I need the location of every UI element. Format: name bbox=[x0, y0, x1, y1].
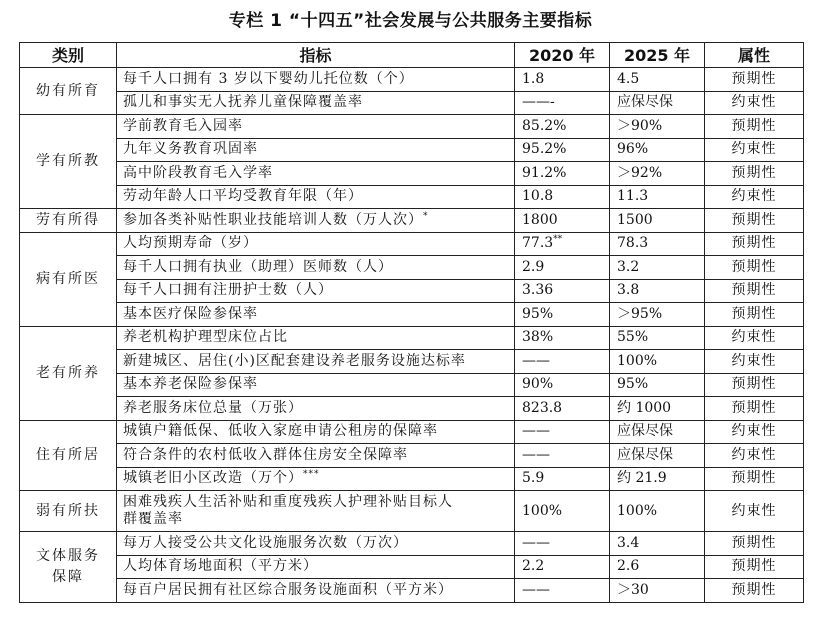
value-2025-cell: 4.5 bbox=[610, 68, 705, 92]
attribute-cell: 预期性 bbox=[705, 303, 804, 327]
value-2020-cell: 3.36 bbox=[515, 279, 610, 303]
indicator-cell: 新建城区、居住(小)区配套建设养老服务设施达标率 bbox=[117, 350, 515, 374]
attribute-cell: 约束性 bbox=[705, 91, 804, 115]
value-2025-cell: 95% bbox=[610, 373, 705, 397]
value-2025-cell: ＞30 bbox=[610, 579, 705, 603]
header-2020: 2020 年 bbox=[515, 43, 610, 68]
value-2020-cell: 1.8 bbox=[515, 68, 610, 92]
value-2025-cell: 96% bbox=[610, 138, 705, 162]
page-title: 专栏 1 “十四五”社会发展与公共服务主要指标 bbox=[228, 11, 593, 31]
header-attribute: 属性 bbox=[705, 43, 804, 68]
category-cell: 学有所教 bbox=[20, 115, 117, 209]
table-row bbox=[20, 279, 804, 303]
value-2025-cell: 1500 bbox=[610, 209, 705, 233]
value-2020-cell: 823.8 bbox=[515, 397, 610, 421]
value-2025-cell: 应保尽保 bbox=[610, 420, 705, 444]
table-row bbox=[20, 420, 804, 444]
indicator-text: 参加各类补贴性职业技能培训人数（万人次） bbox=[123, 211, 423, 228]
indicator-cell: 每百户居民拥有社区综合服务设施面积（平方米） bbox=[117, 579, 515, 603]
attribute-cell: 预期性 bbox=[705, 579, 804, 603]
footnote-mark: * bbox=[423, 211, 429, 222]
attribute-cell: 预期性 bbox=[705, 232, 804, 256]
attribute-cell: 预期性 bbox=[705, 209, 804, 233]
category-cell: 幼有所育 bbox=[20, 68, 117, 115]
value-2025-cell: 100% bbox=[610, 491, 705, 532]
indicator-cell: 每万人接受公共文化设施服务次数（万次） bbox=[117, 532, 515, 556]
indicator-text: 城镇老旧小区改造（万个） bbox=[123, 470, 303, 487]
value-2020-cell: —— bbox=[515, 579, 610, 603]
attribute-cell: 约束性 bbox=[705, 350, 804, 374]
attribute-cell: 约束性 bbox=[705, 444, 804, 468]
value-2020-cell: 85.2% bbox=[515, 115, 610, 139]
attribute-cell: 约束性 bbox=[705, 185, 804, 209]
indicator-cell bbox=[117, 209, 515, 233]
value-2020-cell bbox=[515, 232, 610, 256]
indicator-cell: 基本医疗保险参保率 bbox=[117, 303, 515, 327]
indicator-cell: 城镇户籍低保、低收入家庭申请公租房的保障率 bbox=[117, 420, 515, 444]
attribute-cell: 约束性 bbox=[705, 491, 804, 532]
table-body bbox=[20, 68, 804, 603]
table-row bbox=[20, 185, 804, 209]
value-2025-cell: 应保尽保 bbox=[610, 444, 705, 468]
indicators-table bbox=[19, 42, 804, 603]
table-row bbox=[20, 350, 804, 374]
indicator-cell bbox=[117, 467, 515, 491]
value-2025-cell: 11.3 bbox=[610, 185, 705, 209]
value-2020-cell: —— bbox=[515, 420, 610, 444]
attribute-cell: 预期性 bbox=[705, 532, 804, 556]
attribute-cell: 预期性 bbox=[705, 162, 804, 186]
indicator-cell: 每千人口拥有注册护士数（人） bbox=[117, 279, 515, 303]
table-row bbox=[20, 555, 804, 579]
table-row bbox=[20, 491, 804, 532]
header-2025: 2025 年 bbox=[610, 43, 705, 68]
value-2020-cell: 5.9 bbox=[515, 467, 610, 491]
table-row bbox=[20, 256, 804, 280]
footnote-mark: ** bbox=[553, 234, 563, 245]
attribute-cell: 约束性 bbox=[705, 326, 804, 350]
indicator-cell: 困难残疾人生活补贴和重度残疾人护理补贴目标人群覆盖率 bbox=[117, 491, 515, 532]
table-row bbox=[20, 115, 804, 139]
table-row bbox=[20, 373, 804, 397]
header-indicator: 指标 bbox=[117, 43, 515, 68]
value-2025-cell: ＞92% bbox=[610, 162, 705, 186]
value-2025-cell: 3.4 bbox=[610, 532, 705, 556]
header-category: 类别 bbox=[20, 43, 117, 68]
category-cell: 老有所养 bbox=[20, 326, 117, 420]
indicator-cell: 孤儿和事实无人抚养儿童保障覆盖率 bbox=[117, 91, 515, 115]
footnote-mark: *** bbox=[303, 469, 320, 480]
value-2020-cell: 2.9 bbox=[515, 256, 610, 280]
attribute-cell: 预期性 bbox=[705, 467, 804, 491]
table-row bbox=[20, 162, 804, 186]
attribute-cell: 预期性 bbox=[705, 68, 804, 92]
value-2020-cell: 1800 bbox=[515, 209, 610, 233]
table-row bbox=[20, 209, 804, 233]
indicator-cell: 基本养老保险参保率 bbox=[117, 373, 515, 397]
attribute-cell: 预期性 bbox=[705, 115, 804, 139]
table-row bbox=[20, 303, 804, 327]
value-2020-cell: 2.2 bbox=[515, 555, 610, 579]
attribute-cell: 预期性 bbox=[705, 256, 804, 280]
value-2020-cell: —— bbox=[515, 350, 610, 374]
value-2025-cell: ＞90% bbox=[610, 115, 705, 139]
table-row bbox=[20, 232, 804, 256]
category-cell: 劳有所得 bbox=[20, 209, 117, 233]
value-2020-cell: 91.2% bbox=[515, 162, 610, 186]
table-row bbox=[20, 326, 804, 350]
value-2025-cell: 100% bbox=[610, 350, 705, 374]
table-row bbox=[20, 579, 804, 603]
value-2020-cell: —— bbox=[515, 532, 610, 556]
indicator-cell: 劳动年龄人口平均受教育年限（年） bbox=[117, 185, 515, 209]
indicator-cell: 养老服务床位总量（万张） bbox=[117, 397, 515, 421]
value-2025-cell: 55% bbox=[610, 326, 705, 350]
value-2025-cell: 约 1000 bbox=[610, 397, 705, 421]
value-2020-cell: 95.2% bbox=[515, 138, 610, 162]
attribute-cell: 约束性 bbox=[705, 138, 804, 162]
attribute-cell: 约束性 bbox=[705, 420, 804, 444]
indicator-cell: 每千人口拥有执业（助理）医师数（人） bbox=[117, 256, 515, 280]
value-2020-cell: —— bbox=[515, 444, 610, 468]
table-row bbox=[20, 397, 804, 421]
indicator-cell: 养老机构护理型床位占比 bbox=[117, 326, 515, 350]
table-row bbox=[20, 444, 804, 468]
indicator-cell: 人均预期寿命（岁） bbox=[117, 232, 515, 256]
attribute-cell: 预期性 bbox=[705, 373, 804, 397]
value-2025-cell: 应保尽保 bbox=[610, 91, 705, 115]
value-2020-cell: 95% bbox=[515, 303, 610, 327]
value-2020-cell: 10.8 bbox=[515, 185, 610, 209]
value-2025-cell: 3.2 bbox=[610, 256, 705, 280]
table-row bbox=[20, 68, 804, 92]
value-2020-cell: 38% bbox=[515, 326, 610, 350]
indicator-cell: 九年义务教育巩固率 bbox=[117, 138, 515, 162]
table-row bbox=[20, 532, 804, 556]
value-2020-cell: ——- bbox=[515, 91, 610, 115]
table-row bbox=[20, 91, 804, 115]
header-row bbox=[20, 43, 804, 68]
category-cell: 住有所居 bbox=[20, 420, 117, 491]
value-text: 77.3 bbox=[522, 235, 554, 252]
value-2025-cell: 约 21.9 bbox=[610, 467, 705, 491]
category-cell: 弱有所扶 bbox=[20, 491, 117, 532]
category-cell: 文体服务保障 bbox=[20, 532, 117, 603]
table-row bbox=[20, 467, 804, 491]
value-2020-cell: 100% bbox=[515, 491, 610, 532]
attribute-cell: 预期性 bbox=[705, 397, 804, 421]
indicator-cell: 高中阶段教育毛入学率 bbox=[117, 162, 515, 186]
value-2025-cell: ＞95% bbox=[610, 303, 705, 327]
attribute-cell: 预期性 bbox=[705, 555, 804, 579]
indicator-cell: 学前教育毛入园率 bbox=[117, 115, 515, 139]
category-cell: 病有所医 bbox=[20, 232, 117, 326]
indicator-cell: 人均体育场地面积（平方米） bbox=[117, 555, 515, 579]
indicator-cell: 每千人口拥有 3 岁以下婴幼儿托位数（个） bbox=[117, 68, 515, 92]
value-2025-cell: 2.6 bbox=[610, 555, 705, 579]
value-2025-cell: 3.8 bbox=[610, 279, 705, 303]
value-2025-cell: 78.3 bbox=[610, 232, 705, 256]
value-2020-cell: 90% bbox=[515, 373, 610, 397]
indicator-cell: 符合条件的农村低收入群体住房安全保障率 bbox=[117, 444, 515, 468]
table-row bbox=[20, 138, 804, 162]
attribute-cell: 预期性 bbox=[705, 279, 804, 303]
